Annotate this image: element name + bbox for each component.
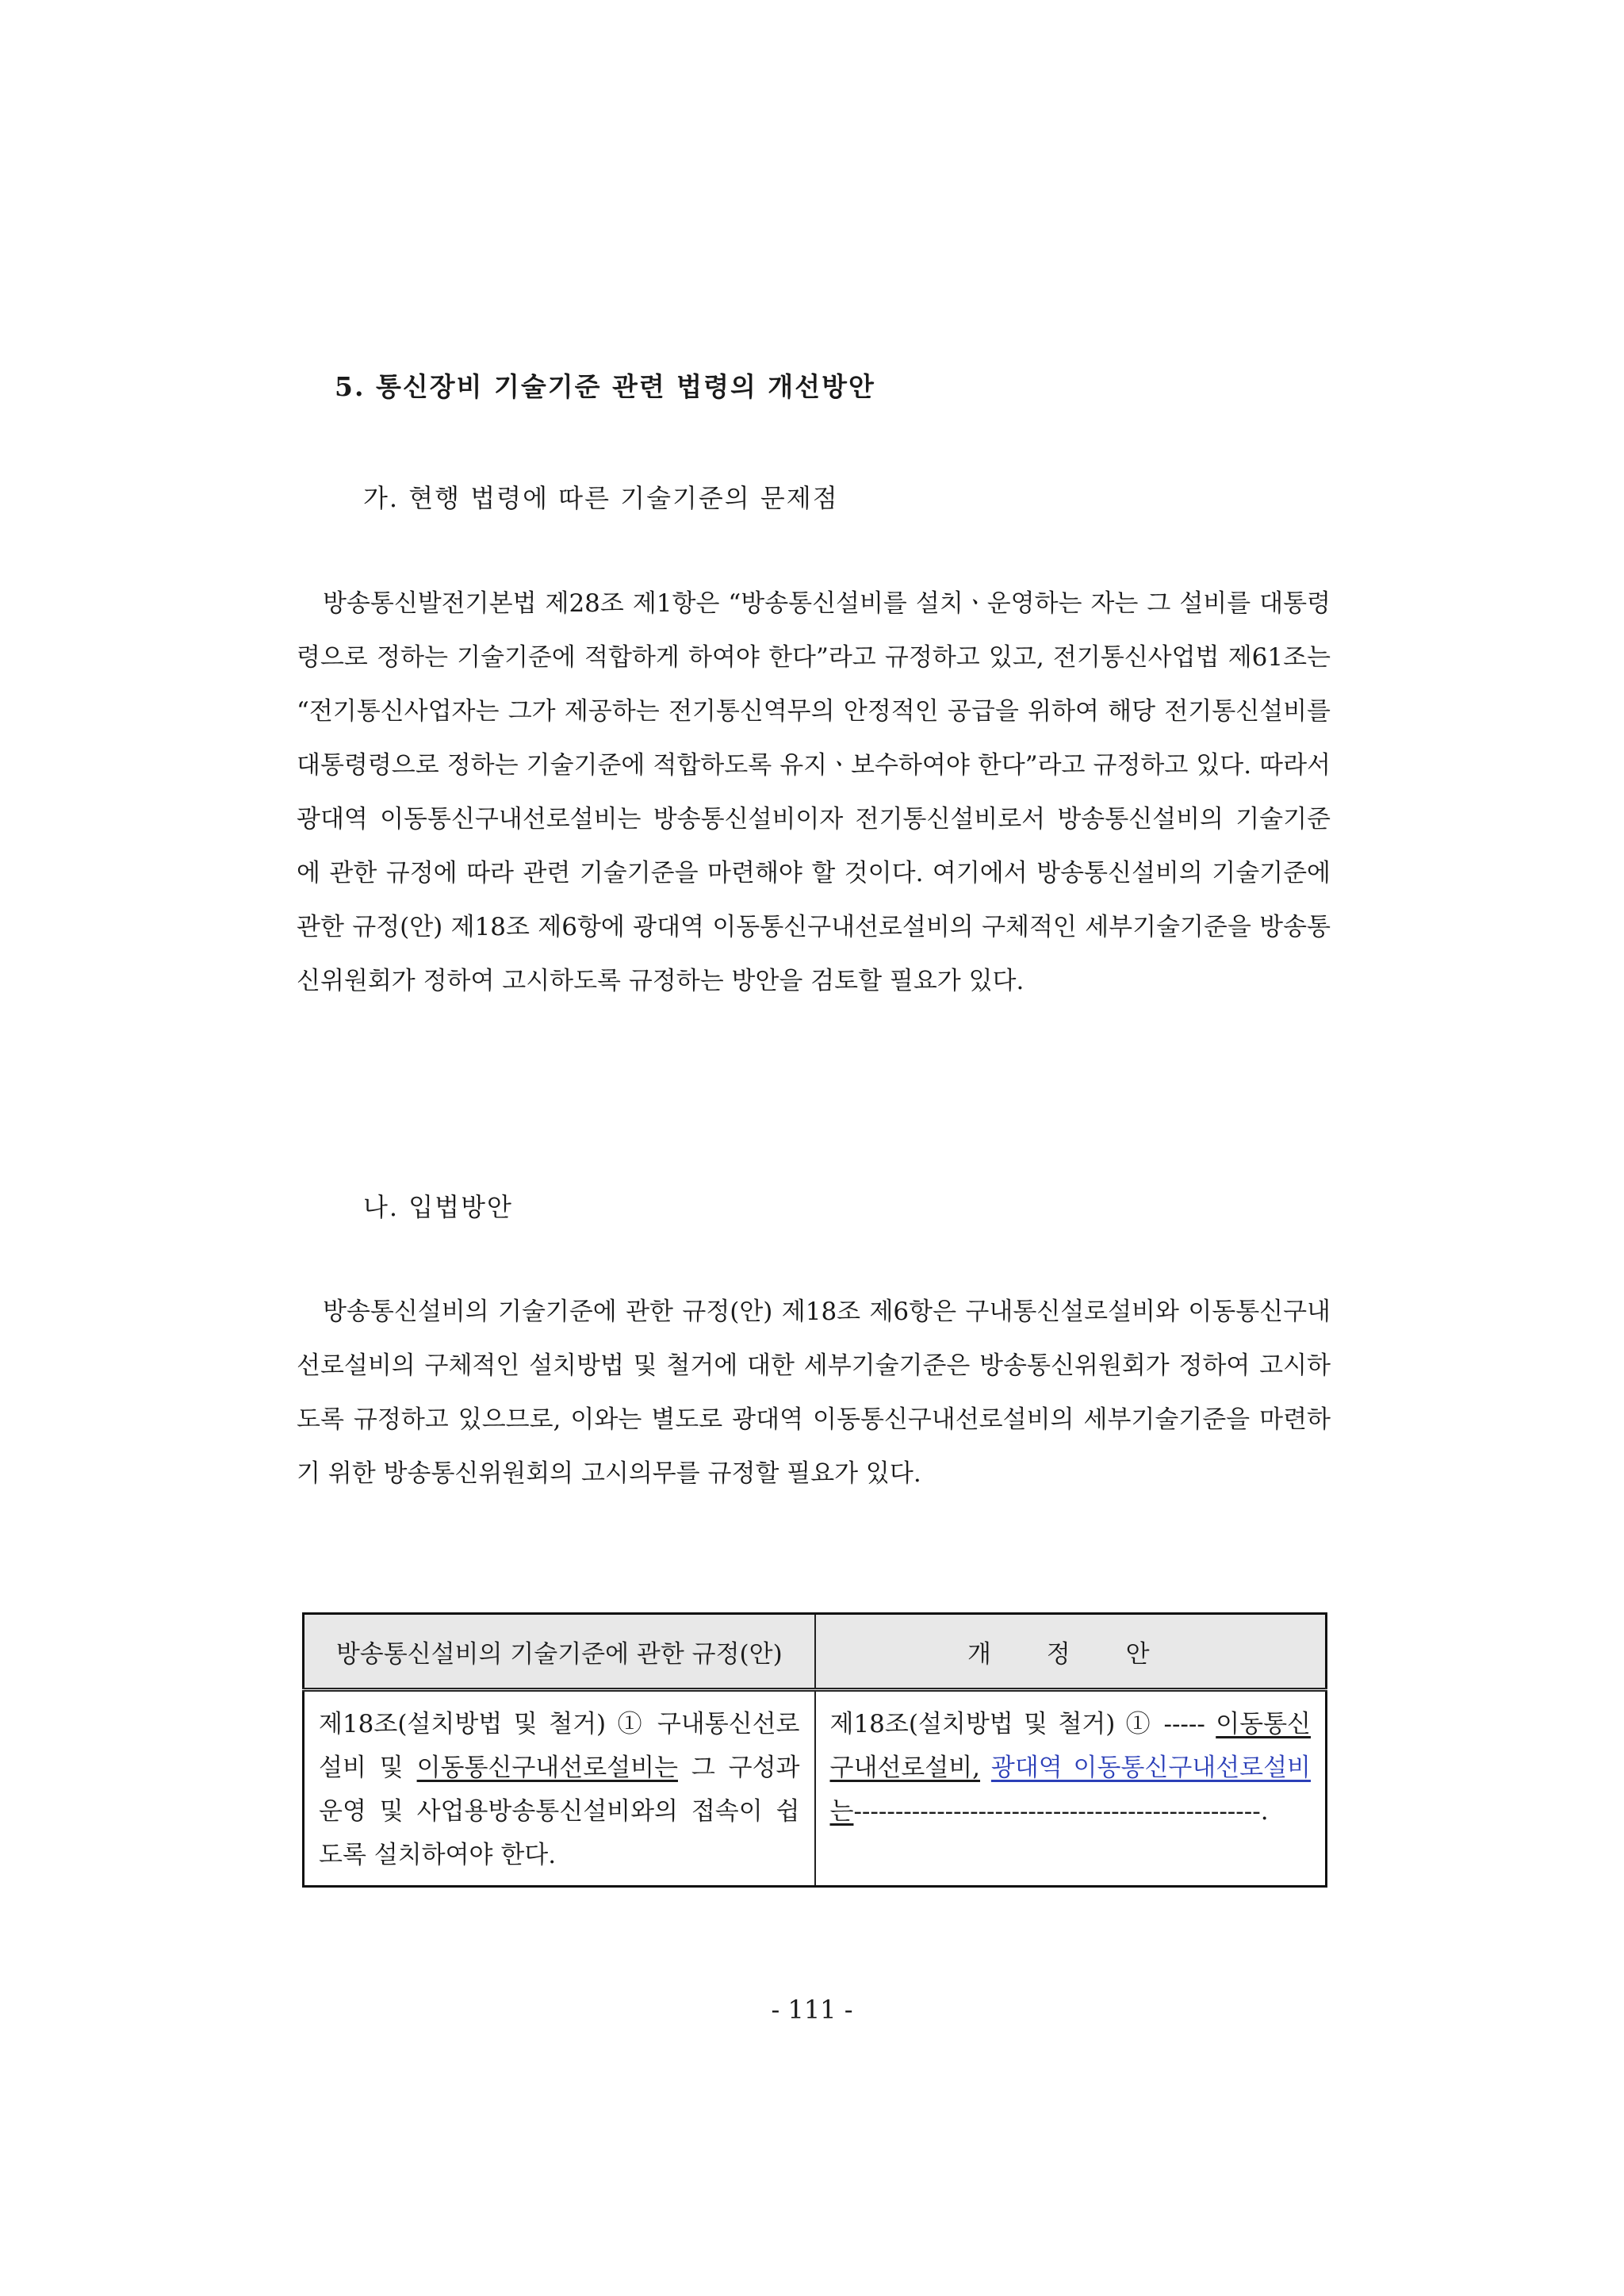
page-number: - 111 - (771, 1995, 853, 2025)
current-text-part1: 제18조(설치방법 및 철거) ① 구내통신선로설비 및 (319, 1710, 800, 1782)
table-cell-current-text (304, 1690, 815, 1887)
table-cell-amendment-text (815, 1690, 1327, 1887)
subsection-b-paragraph: 방송통신설비의 기술기준에 관한 규정(안) 제18조 제6항은 구내통신설로설비와 이동통신구내선로설비의 구체적인 설치방법 및 철거에 대한 세부기술기준은 방송통신위원회가 정하여 고시하도록 규정하고 있으므로, 이와는 별도로 광대역 이동통신구내선로설비의 세부기술기준을 마련하기 위한 방송통신위원회의 고시의무를 규정할 필요가 있다. (297, 1297, 1331, 1488)
amendment-text-underlined: 이동통신구내선로설비, (829, 1710, 1311, 1782)
table-header-amendment (815, 1614, 1327, 1690)
table-header-amendment-label: 개 정 안 (967, 1639, 1174, 1669)
amendment-text-part1: 제18조(설치방법 및 철거) ① ----- (829, 1710, 1205, 1738)
amendment-text-inserted: 광대역 이동통신구내선로설비 (990, 1754, 1312, 1782)
amendment-text-particle: 는 (829, 1797, 854, 1826)
section-title: 5. 통신장비 기술기준 관련 법령의 개선방안 (335, 371, 875, 402)
subsection-b-title: 나. 입법방안 (363, 1192, 513, 1222)
amendment-text-dashes: -------------------------------------------------. (853, 1797, 1269, 1826)
current-text-underlined: 이동통신구내선로설비는 (416, 1754, 678, 1782)
current-text-part3: 그 구성과 운영 및 사업용방송통신설비와의 접속이 쉽도록 설치하여야 한다. (319, 1754, 800, 1869)
subsection-a-title: 가. 현행 법령에 따른 기술기준의 문제점 (363, 483, 839, 513)
table-row (304, 1690, 1327, 1887)
comparison-table (302, 1612, 1327, 1888)
subsection-a-paragraph: 방송통신발전기본법 제28조 제1항은 “방송통신설비를 설치ㆍ운영하는 자는 그 설비를 대통령령으로 정하는 기술기준에 적합하게 하여야 한다”라고 규정하고 있고, 전기통신사업법 제61조는 “전기통신사업자는 그가 제공하는 전기통신역무의 안정적인 공급을 위하여 해당 전기통신설비를 대통령령으로 정하는 기술기준에 적합하도록 유지ㆍ보수하여야 한다”라고 규정하고 있다. 따라서 광대역 이동통신구내선로설비는 방송통신설비이자 전기통신설비로서 방송통신설비의 기술기준에 관한 규정에 따라 관련 기술기준을 마련해야 할 것이다. 여기에서 방송통신설비의 기술기준에 관한 규정(안) 제18조 제6항에 광대역 이동통신구내선로설비의 구체적인 세부기술기준을 방송통신위원회가 정하여 고시하도록 규정하는 방안을 검토할 필요가 있다. (297, 589, 1331, 995)
table-header-current: 방송통신설비의 기술기준에 관한 규정(안) (304, 1614, 815, 1690)
table-header-row (304, 1614, 1327, 1690)
